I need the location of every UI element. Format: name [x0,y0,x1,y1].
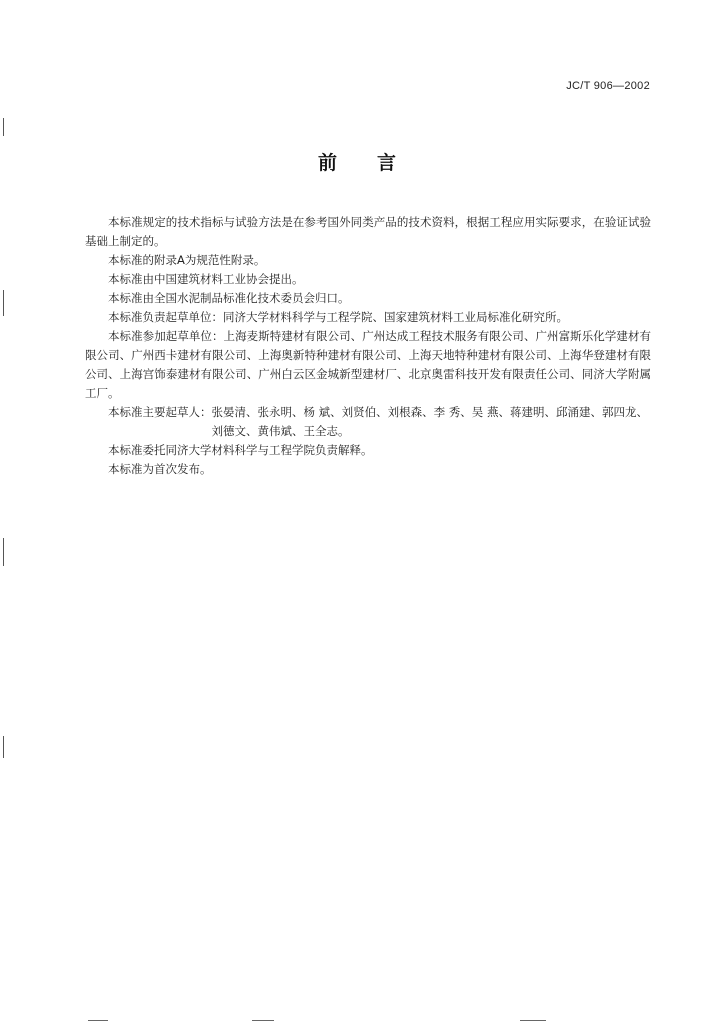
foreword-paragraph: 本标准负责起草单位：同济大学材料科学与工程学院、国家建筑材料工业局标准化研究所。 [108,310,568,324]
foreword-paragraph: 本标准由全国水泥制品标准化技术委员会归口。 [108,291,350,305]
foreword-paragraph: 本标准的附录A为规范性附录。 [108,253,266,267]
scan-margin-mark [3,538,4,566]
drafters-names: 张晏清、张永明、杨 斌、刘贤伯、刘根森、李 秀、吴 燕、蒋建明、邱涌建、郭四龙、刘德文、黄伟斌、王全志。 [211,405,648,438]
scan-bottom-mark [252,1020,274,1021]
drafters-block [85,403,651,441]
drafters-label: 本标准主要起草人： [108,405,212,419]
scan-bottom-mark [88,1020,108,1021]
page-title: 前言 [317,152,436,174]
foreword-body [85,213,651,479]
foreword-paragraph: 本标准由中国建筑材料工业协会提出。 [108,272,304,286]
scan-bottom-mark [520,1020,546,1021]
foreword-paragraph: 本标准参加起草单位：上海麦斯特建材有限公司、广州达成工程技术服务有限公司、广州富斯乐化学建材有限公司、广州西卡建材有限公司、上海奥新特种建材有限公司、上海天地特种建材有限公司、上海华登建材有限公司、上海宫饰泰建材有限公司、广州白云区金城新型建材厂、北京奥雷科技开发有限责任公司、同济大学附属工厂。 [85,329,651,400]
foreword-paragraph: 本标准为首次发布。 [108,462,212,476]
document-code: JC/T 906—2002 [566,80,650,92]
scan-margin-mark [3,736,4,758]
scan-margin-mark [3,290,4,316]
foreword-paragraph: 本标准规定的技术指标与试验方法是在参考国外同类产品的技术资料，根据工程应用实际要求，在验证试验基础上制定的。 [85,215,651,248]
scan-margin-mark [3,118,4,136]
foreword-paragraph: 本标准委托同济大学材料科学与工程学院负责解释。 [108,443,373,457]
